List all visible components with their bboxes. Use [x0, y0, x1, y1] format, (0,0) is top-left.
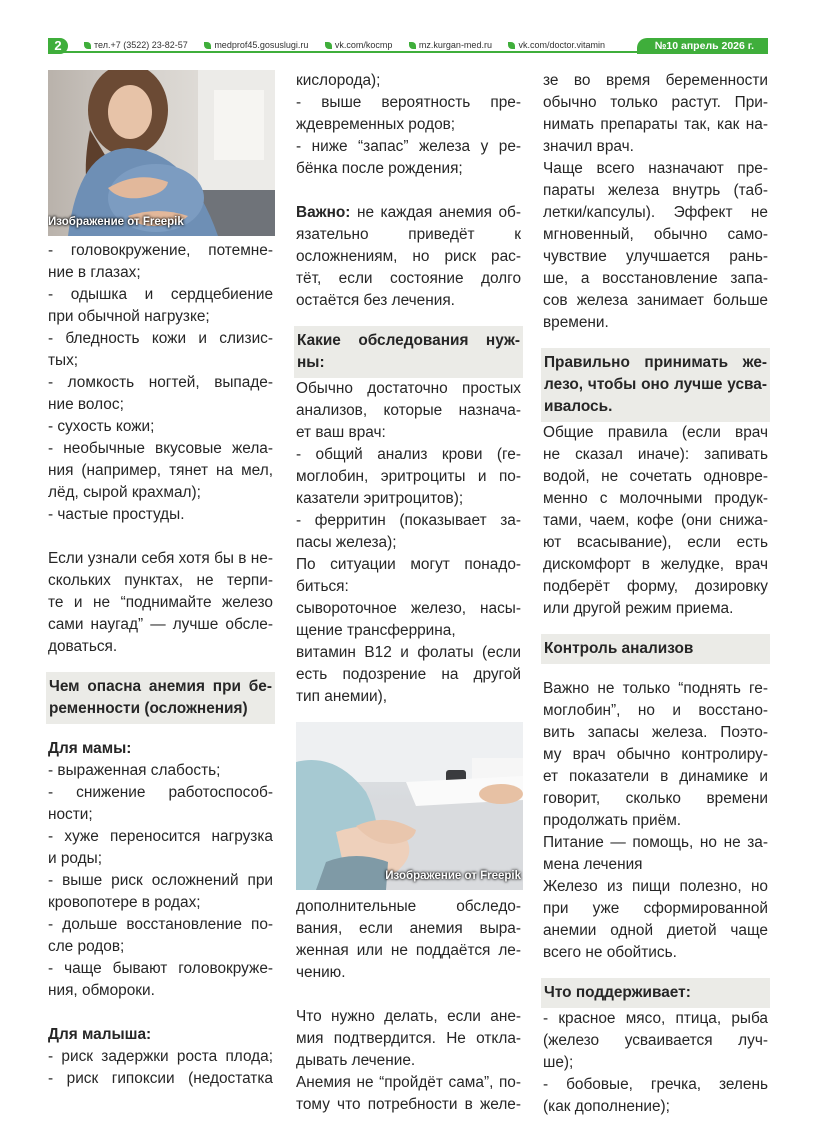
section-heading-control: Контроль анализов	[541, 634, 770, 664]
symptom-line: - частые простуды.	[48, 506, 185, 523]
symptom-line: - сухость кожи;	[48, 418, 155, 435]
section-heading-danger: Чем опасна анемия при бе- ременности (осложнения)	[46, 672, 275, 724]
spacer	[296, 312, 521, 326]
todo-paragraph: Что нужно делать, если ане- мия подтвердится. Не откла- дывать лечение. Анемия не “пройдёт сама”, по- тому что потребности в желе-	[296, 1008, 521, 1113]
issue-badge: №10 апрель 2026 г.	[637, 38, 768, 54]
tests-paragraph: Обычно достаточно простых анализов, которые назнача- ет ваш врач: - общий анализ крови (ге- моглобин, эритроциты и по- казатели эритроцитов); - ферритин (показывает за- пасы железа); По ситуации могут понадо- биться: сывороточное железо, насы- щение трансферрина, витамин B12 и фолаты (если есть подозрение на другой тип анемии),	[296, 380, 521, 705]
spacer	[48, 1002, 273, 1024]
pregnant-woman-photo	[48, 70, 275, 236]
spacer	[543, 334, 768, 348]
column-3	[543, 70, 768, 1118]
leaf-icon	[204, 42, 211, 49]
contact-mz[interactable]: mz.kurgan-med.ru	[409, 40, 492, 50]
symptom-line: ния (например, тянет на мел,	[48, 462, 273, 479]
section-heading-tests: Какие обследования нуж- ны:	[294, 326, 523, 378]
page-header	[48, 38, 768, 54]
photo-credit: Изображение от Freepik	[48, 216, 184, 228]
symptom-line: ние в глазах;	[48, 264, 141, 281]
symptom-line: лёд, сырой крахмал);	[48, 484, 201, 501]
photo-credit: Изображение от Freepik	[385, 870, 521, 882]
symptom-line: при обычной нагрузке;	[48, 308, 210, 325]
support-list: - красное мясо, птица, рыба (железо усваивается луч- ше); - бобовые, гречка, зелень (как дополнение);	[543, 1010, 768, 1115]
spacer	[543, 620, 768, 634]
symptom-line: - бледность кожи и слизис-	[48, 330, 273, 347]
important-paragraph: Важно: не каждая анемия об- язательно приведёт к осложнениям, но риск рас- тёт, если состояние долго остаётся без лечения.	[296, 204, 521, 309]
symptom-line: - необычные вкусовые жела-	[48, 440, 273, 457]
leaf-icon	[409, 42, 416, 49]
symptom-line: ние волос;	[48, 396, 124, 413]
advice-paragraph	[48, 548, 273, 658]
text-line: сами наугад” — лучше обсле-	[48, 616, 273, 633]
spacer	[543, 664, 768, 678]
leaf-icon	[508, 42, 515, 49]
baby-list: - риск задержки роста плода; - риск гипоксии (недостатка	[48, 1048, 273, 1087]
page-number: 2	[48, 38, 68, 54]
text-line: Если узнали себя хотя бы в не-	[48, 550, 273, 567]
mom-list: - выраженная слабость; - снижение работоспособ- ности; - хуже переносится нагрузка и роды; - выше риск осложнений при кровопотере в родах; - дольше восстановление по- сле родов; - чаще бывают головокруже- ния, обмороки.	[48, 762, 273, 999]
text-line: те и не “поднимайте железо	[48, 594, 273, 611]
spacer	[296, 180, 521, 202]
symptom-line: - одышка и сердцебиение	[48, 286, 273, 303]
symptom-line: - ломкость ногтей, выпаде-	[48, 374, 273, 391]
additional-tests-paragraph: дополнительные обследо- вания, если анемия выра- женная или не поддаётся ле- чению.	[296, 898, 521, 981]
doctor-consultation-photo	[296, 722, 523, 890]
spacer	[48, 526, 273, 548]
text-line: скольких пунктах, не терпи-	[48, 572, 273, 589]
spacer	[48, 658, 273, 672]
symptom-line: - головокружение, потемне-	[48, 242, 273, 259]
column-1	[48, 70, 273, 1090]
spacer	[296, 984, 521, 1006]
text-line: доваться.	[48, 638, 118, 655]
subheading-baby: Для малыша:	[48, 1026, 152, 1043]
contact-vk[interactable]: vk.com/kocmp	[325, 40, 393, 50]
contact-phone: тел.+7 (3522) 23-82-57	[84, 40, 188, 50]
leaf-icon	[84, 42, 91, 49]
subheading-mom: Для мамы:	[48, 740, 132, 757]
spacer	[543, 964, 768, 978]
control-paragraph: Важно не только “поднять ге- моглобин”, но и восстано- вить запасы железа. Поэто- му врач обычно контролиру- ет показатели в динамике и говорит, сколько времени продолжать приём. Питание — помощь, но не за- мена лечения Железо из пищи полезно, но при уже сформированной анемии одной диетой чаще всего не обойтись.	[543, 680, 768, 961]
intake-paragraph: Общие правила (если врач не сказал иначе): запивать водой, не сочетать одновре- менно с молочными продук- тами, чаем, кофе (они снижа- ют всасывание), если есть дискомфорт в желудке, врач подберёт форму, дозировку или другой режим приема.	[543, 424, 768, 617]
baby-list-cont: кислорода); - выше вероятность пре- ждевременных родов; - ниже “запас” железа у ре- бёнка после рождения;	[296, 72, 521, 177]
section-heading-intake: Правильно принимать же- лезо, чтобы оно лучше усва- ивалось.	[541, 348, 770, 422]
header-contacts	[84, 40, 619, 50]
contact-site[interactable]: medprof45.gosuslugi.ru	[204, 40, 308, 50]
column-2	[296, 70, 521, 1116]
leaf-icon	[325, 42, 332, 49]
todo-paragraph-cont: зе во время беременности обычно только растут. При- нимать препараты так, как на- значил врач. Чаще всего назначают пре- параты железа внутрь (таб- летки/капсулы). Эффект не мгновенный, обычно само- чувствие улучшается рань- ше, а восстановление запа- сов железа занимает больше времени.	[543, 72, 768, 331]
section-heading-support: Что поддерживает:	[541, 978, 770, 1008]
symptoms-list	[48, 240, 273, 526]
important-label: Важно:	[296, 204, 351, 221]
contact-vk-doctor[interactable]: vk.com/doctor.vitamin	[508, 40, 605, 50]
symptom-line: тых;	[48, 352, 79, 369]
spacer	[48, 724, 273, 738]
